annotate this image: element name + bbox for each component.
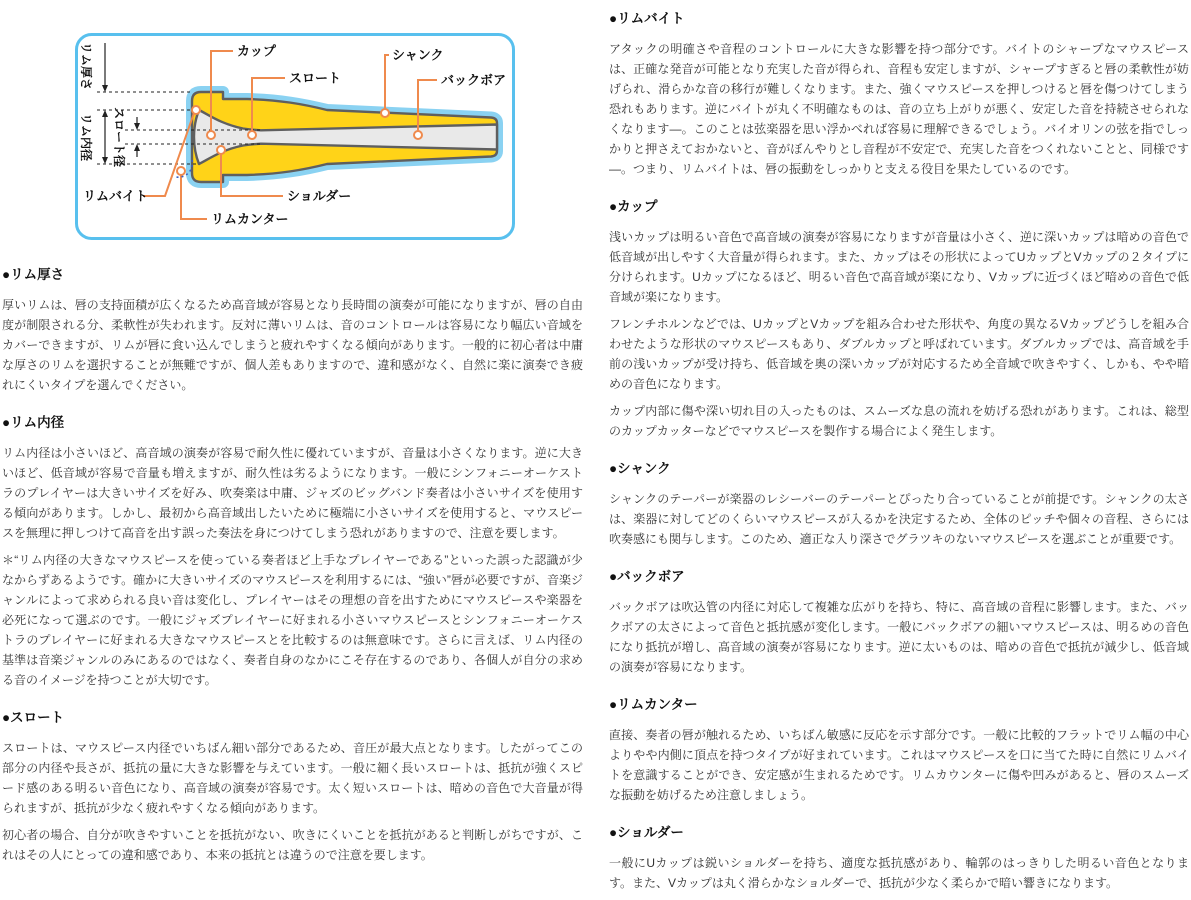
section-rim-contour [609, 693, 1189, 805]
section-shank [609, 457, 1189, 549]
section-rim-thickness [2, 263, 583, 395]
cup-marker [207, 131, 215, 139]
section-paragraph: 厚いリムは、唇の支持面積が広くなるため高音域が容易となり長時間の演奏が可能になりますが、唇の自由度が制限される分、柔軟性が失われます。反対に薄いリムは、音のコントロールは容易になり幅広い音域をカバーできますが、リムが唇に食い込んでしまうと疲れやすくなる傾向があります。一般的に初心者は中庸な厚さのリムを選択することが無難ですが、個人差もありますので、違和感がなく、自然に楽に演奏でき疲れにくいタイプを選んでください。 [2, 298, 583, 392]
label-shank: シャンク [392, 47, 444, 63]
rim-contour-marker [177, 167, 185, 175]
label-rim-inner-diameter: リム内径 [79, 112, 93, 162]
throat-marker [248, 131, 256, 139]
section-paragraph: 直接、奏者の唇が触れるため、いちばん敏感に反応を示す部分です。一般に比較的フラットでリム幅の中心よりやや内側に頂点を持つタイプが好まれています。これはマウスピースを口に当てた時に自然にリムバイトを意識することができ、安定感が生まれるためです。リムカウンターに傷や凹みがあると、唇のスムーズな振動を妨げるため注意しましょう。 [609, 728, 1189, 802]
shank-marker [381, 109, 389, 117]
section-heading-shank: ●シャンク [609, 461, 671, 476]
label-rim-thickness: リム厚さ [79, 41, 93, 91]
label-cup: カップ [237, 43, 276, 59]
section-rim-bite [609, 7, 1189, 179]
section-paragraph: シャンクのテーパーが楽器のレシーバーのテーパーとぴったり合っていることが前提です。シャンクの太さは、楽器に対してどのくらいマウスピースが入るかを決定するため、全体のピッチや個々の音程、さらには吹奏感にも関与します。このため、適正な入り深さでグラツキのないマウスピースを選ぶことが重要です。 [609, 492, 1189, 546]
label-shoulder: ショルダー [287, 188, 352, 204]
label-backbore: バックボア [441, 72, 507, 88]
section-paragraph: アタックの明確さや音程のコントロールに大きな影響を持つ部分です。バイトのシャープなマウスピースは、正確な発音が可能となり充実した音が得られ、音程も安定しますが、シャープすぎると唇の柔軟性が妨げられ、滑らかな音の移行が難しくなります。また、強くマウスピースを押しつけると唇を傷つけてしまう恐れもあります。逆にバイトが丸く不明確なものは、音の立ち上がりが悪く、安定した音を持続させられなくなります―。このことは弦楽器を思い浮かべれば容易に理解できるでしょう。バイオリンの弦を指でしっかりと押さえておかないと、音がぼんやりとし音程が不安定で、充実した音をつくれないことと、同様です―。つまり、リムバイトは、唇の振動をしっかりと支える役目を果たしているのです。 [609, 42, 1189, 176]
section-rim-inner-diameter [2, 411, 583, 690]
backbore-marker [414, 131, 422, 139]
rim-bite-marker [192, 106, 200, 114]
section-heading-rim-inner-diameter: ●リム内径 [2, 415, 65, 430]
section-heading-rim-contour: ●リムカンター [609, 697, 698, 712]
section-paragraph: ＊“リム内径の大きなマウスピースを使っている奏者ほど上手なプレイヤーである”といった誤った認識が少なからずあるようです。確かに大きいサイズのマウスピースを利用するには、“強い”唇が必要ですが、音楽ジャンルによって求められる良い音は変化し、プレイヤーはその理想の音を出すためにマウスピースや楽器を必死になって選ぶのです。一般にジャズプレイヤーに好まれる小さいマウスピースとシンフォニーオーケストラのプレイヤーに好まれる大きなマウスピースとを比較するのは無意味です。さらに言えば、リム内径の基準は音楽ジャンルのみにあるのではなく、奏者自身のなかにこそ存在するのであり、各個人が自分の求める音のイメージを持つことが大切です。 [2, 553, 583, 687]
section-paragraph: スロートは、マウスピース内径でいちばん細い部分であるため、音圧が最大点となります。したがってこの部分の内径や長さが、抵抗の量に大きな影響を与えています。一般に細く長いスロートは、抵抗が強くスピード感のある明るい音色になり、高音域の演奏が容易です。太く短いスロートは、暗めの音色で大音量が得られますが、抵抗が少なく疲れやすくなる傾向があります。 [2, 741, 583, 815]
mouthpiece-diagram [75, 33, 583, 245]
section-paragraph: 浅いカップは明るい音色で高音域の演奏が容易になりますが音量は小さく、逆に深いカップは暗めの音色で低音域が出しやすく大音量が得られます。また、カップはその形状によってUカップとVカップの２タイプに分けられます。Uカップになるほど、明るい音色で高音域が楽になり、Vカップに近づくほど暗めの音色で低音域が楽になります。 [609, 230, 1189, 304]
section-backbore [609, 565, 1189, 677]
section-heading-cup: ●カップ [609, 199, 658, 214]
section-shoulder [609, 821, 1189, 893]
shoulder-marker [217, 146, 225, 154]
section-throat [2, 706, 583, 865]
label-rim-contour: リムカンター [211, 211, 289, 227]
section-heading-throat: ●スロート [2, 710, 65, 725]
section-cup [609, 195, 1189, 441]
section-heading-rim-bite: ●リムバイト [609, 11, 685, 26]
section-paragraph: フレンチホルンなどでは、UカップとVカップを組み合わせた形状や、角度の異なるVカップどうしを組み合わせたような形状のマウスピースもあり、ダブルカップと呼ばれています。ダブルカップでは、高音域を手前の浅いカップが受け持ち、低音域を奥の深いカップが対応するため全音域で吹きやすく、しかも、やや暗めの音色になります。 [609, 317, 1189, 391]
left-column [2, 0, 583, 872]
section-paragraph: カップ内部に傷や深い切れ目の入ったものは、スムーズな息の流れを妨げる恐れがあります。これは、総型のカップカッターなどでマウスピースを製作する場合によく発生します。 [609, 404, 1189, 438]
section-paragraph: リム内径は小さいほど、高音域の演奏が容易で耐久性に優れていますが、音量は小さくなります。逆に大きいほど、低音域が容易で音量も増えますが、耐久性は劣るようになります。一般にシンフォニーオーケストラのプレイヤーは大きいサイズを好み、吹奏楽は中庸、ジャズのビッグバンド奏者は小さいサイズを使用する傾向があります。しかし、最初から高音域出したいために極端に小さいサイズを使用すると、マウスピースを無理に押しつけて高音を出す誤った奏法を身につけてしまう恐れがありますので、注意を要します。 [2, 446, 583, 540]
mouthpiece-diagram-svg [75, 33, 515, 240]
right-column [609, 0, 1189, 900]
label-throat: スロート [289, 70, 342, 86]
label-throat-diameter: スロート径 [112, 106, 126, 168]
section-heading-shoulder: ●ショルダー [609, 825, 684, 840]
left-sections [2, 263, 583, 865]
section-heading-backbore: ●バックボア [609, 569, 685, 584]
section-heading-rim-thickness: ●リム厚さ [2, 267, 65, 282]
section-paragraph: 一般にUカップは鋭いショルダーを持ち、適度な抵抗感があり、輪郭のはっきりした明るい音色となります。また、Vカップは丸く滑らかなショルダーで、抵抗が少なく柔らかで暗い響きになります。 [609, 856, 1189, 890]
right-sections [609, 7, 1189, 893]
label-rim-bite: リムバイト [83, 188, 149, 204]
section-paragraph: 初心者の場合、自分が吹きやすいことを抵抗がない、吹きにくいことを抵抗があると判断しがちですが、これはその人にとっての違和感であり、本来の抵抗とは違うので注意を要します。 [2, 828, 583, 862]
section-paragraph: バックボアは吹込管の内径に対応して複雑な広がりを持ち、特に、高音域の音程に影響します。また、バックボアの太さによって音色と抵抗感が変化します。一般にバックボアの細いマウスピースは、明るめの音色になり抵抗が増し、高音域の演奏が容易になります。逆に太いものは、暗めの音色で抵抗が減少し、低音域の演奏が容易になります。 [609, 600, 1189, 674]
